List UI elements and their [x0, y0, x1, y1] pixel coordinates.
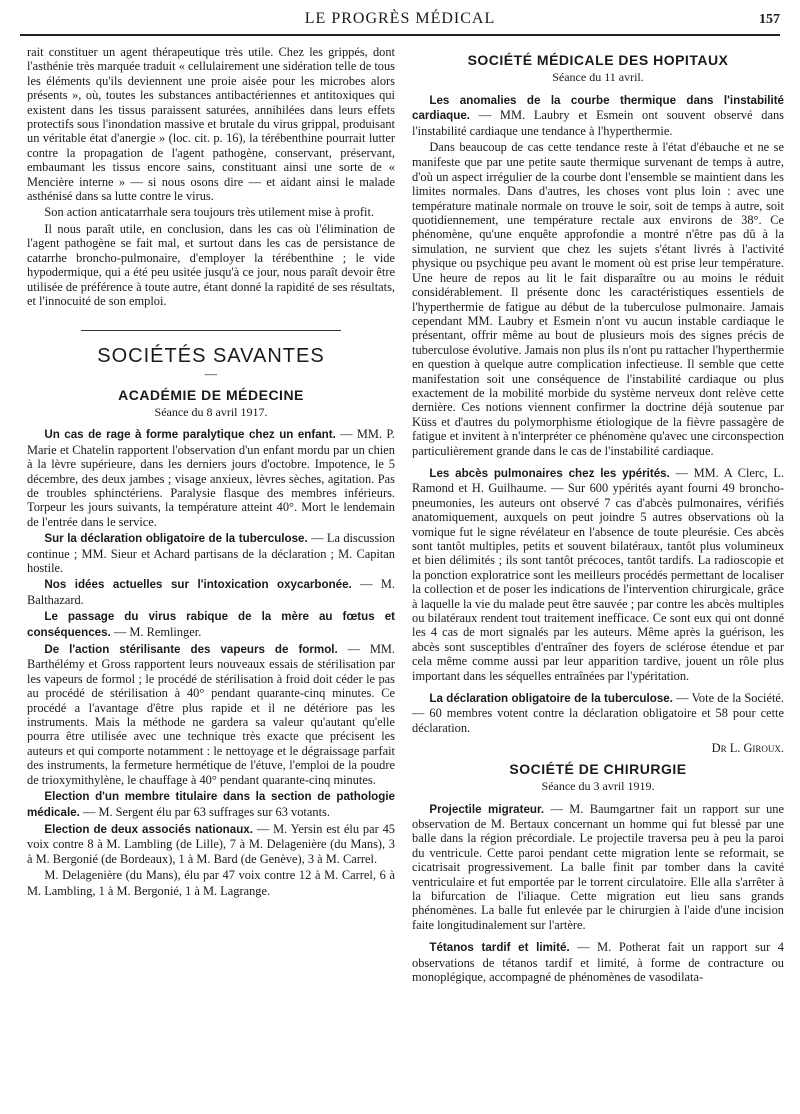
item-heading: Tétanos tardif et limité.: [429, 941, 570, 955]
item-text: — M. Potherat fait un rapport sur 4 observations de tétanos tardif et limité, à forme de contracture ou monoplégique, accompagné de phénomènes de vasodilata-: [412, 940, 784, 984]
hopitaux-item-0: [412, 93, 784, 138]
section-divider: [27, 324, 395, 338]
item-text: — MM. A Clerc, L. Ramond et H. Guilhaume. — Sur 600 ypérités ayant fourni 49 broncho-pneumonies, les auteurs ont observé 7 cas d'abcès pulmonaires, vérifiés anatomiquement, auxquels on peut joindre 5 autres observations où la vomique fut le signe révélateur en l'absence de toute pleurésie. Ces abcès sont tantôt multiples, petits et souvent bilatéraux, tantôt plus volumineux et bien délimités ; ils sont tantôt précoces, tantôt tardifs. La radioscopie et la ponction exploratrice sont les meilleurs procédés permettant de localiser la collection et de poser les indications de l'intervention chirurgicale, grâce à laquelle la vie du malade peut être sauvée ; par contre les abcès multiples ou bilatéraux rendent tout traitement inefficace. Ce sont eux qui ont donné les 4 cas de mort signalés par les auteurs. Même après la guérison, les abcès sont susceptibles d'entraîner des foyers de sclérose étendue et par cela même comme aussi par leur apparition tardive, jouent un rôle plus important dans les séquelles entraînées par l'ypéritation.: [412, 465, 784, 683]
intro-paragraph-3: Il nous paraît utile, en conclusion, dans les cas où l'élimination de l'agent pathogène se fait mal, et surtout dans les cas de persistance de catarrhe broncho-pulmonaire, d'employer la térébenthine ; le vide hypodermique, qui a été peu usitée jusqu'à ce jour, nous paraît devoir être utilisée de préférence à toute autre, étant donné la rapidité de ses résultats, et l'innocuité de son emploi.: [27, 221, 395, 308]
section-title: SOCIÉTÉS SAVANTES: [97, 344, 325, 367]
item-text: M. Delagenière (du Mans), élu par 47 voix contre 12 à M. Carrel, 6 à M. Lambling, 1 à M. Bergonié, 1 à M. Lagrange.: [27, 868, 395, 898]
right-column: [412, 45, 784, 986]
item-heading: Projectile migrateur.: [429, 802, 545, 816]
journal-title: LE PROGRÈS MÉDICAL: [304, 10, 496, 27]
item-heading: La déclaration obligatoire de la tuberculose.: [429, 692, 673, 706]
item-heading: Les anomalies de la courbe thermique dans l'instabilité cardiaque.: [412, 93, 784, 123]
item-heading: Un cas de rage à forme paralytique chez un enfant.: [44, 428, 336, 442]
item-text: — M. Remlinger.: [110, 624, 202, 639]
chirurgie-seance: Séance du 3 avril 1919.: [541, 779, 655, 794]
header-rule: [20, 34, 780, 36]
academie-item-0: [27, 427, 395, 529]
item-text: — MM. Barthélémy et Gross rapportent leurs nouveaux essais de stérilisation par les vapeurs de formol ; le procédé de stérilisation à froid doit céder le pas au procédé de stérilisation à 40° pendant quarante-cinq minutes. Ce procédé a l'avantage d'être plus rapide et il ne détériore pas les instruments. Mais la méthode ne gardera sa valeur qu'autant qu'elle pourra être utilisée avec une technique très exacte que précisent les auteurs et qui comporte notamment : le nettoyage et le dégraissage parfait des instruments, la fermeture hermétique de l'étuve, l'emploi de la poudre de trioxymithylène, le chauffage à 40° pendant quarante-cinq minutes.: [27, 642, 396, 787]
hopitaux-item-2: [412, 466, 784, 683]
item-heading: Nos idées actuelles sur l'intoxication oxycarbonée.: [44, 578, 352, 592]
item-heading: Election d'un membre titulaire dans la section de pathologie médicale.: [27, 790, 395, 819]
academie-item-5: [27, 789, 395, 820]
chirurgie-item-1: [412, 940, 784, 984]
item-heading: Election de deux associés nationaux.: [44, 822, 253, 836]
academie-title: ACADÉMIE DE MÉDECINE: [118, 386, 304, 403]
academie-item-7: [27, 868, 395, 898]
hopitaux-item-3: [412, 691, 784, 735]
item-text: — M. Baumgartner fait un rapport sur une observation de M. Bertaux concernant un homme qui fut blessé par une balle dans la région précordiale. Le projectile traversa peu à peu la paroi du ventricule. Cette paroi pendant cette migration lente se reformait, se cicatrisait progressivement. La balle finit par tomber dans la cavité ventriculaire et fut emportée par le torrent circulatoire. Elle alla s'arrêter à la bifurcation de l'iliaque. Cette migration eut lieu sans grands phénomènes. La balle fut enlevée par le chirurgien à l'aide d'une incision faite longitudinalement sur l'artère.: [412, 801, 784, 932]
hopitaux-seance: Séance du 11 avril.: [552, 70, 644, 85]
left-column: [27, 45, 395, 900]
academie-item-1: [27, 531, 395, 575]
item-heading: De l'action stérilisante des vapeurs de formol.: [44, 643, 338, 657]
item-text: — M. Yersin est élu par 45 voix contre 8 à M. Lambling (de Lille), 7 à M. Delagenière (du Mans), 3 à M. Bergonié (de Bordeaux), 1 à M. Bard (de Genève), 3 à M. Carrel.: [27, 821, 395, 866]
academie-seance: Séance du 8 avril 1917.: [154, 404, 268, 419]
page-header: [20, 10, 780, 34]
academie-item-6: [27, 822, 395, 866]
item-heading: Le passage du virus rabique de la mère au fœtus et conséquences.: [27, 610, 395, 639]
hopitaux-title: SOCIÉTÉ MÉDICALE DES HOPITAUX: [467, 52, 729, 68]
chirurgie-item-0: [412, 802, 784, 933]
item-text: — M. Balthazard.: [27, 577, 396, 607]
item-text: — La discussion continue ; MM. Sieur et Achard partisans de la déclaration ; M. Capitan hostile.: [27, 531, 395, 575]
item-text: — MM. P. Marie et Chatelin rapportent l'observation d'un enfant mordu par un chien à la lèvre supérieure, dans les derniers jours d'octobre. Impotence, le 5 décembre, des deux jambes ; visage anxieux, lèvres sèches, agitation. Pas de troubles sphinctériens. Paralysie flasque des membres inférieurs. Torpeur les jours suivants, la température atteint 40°. Mort le lendemain de l'entrée dans le service.: [27, 427, 395, 529]
item-text: — M. Sergent élu par 63 suffrages sur 63 votants.: [79, 804, 330, 819]
item-text: — Vote de la Société. — 60 membres votent contre la déclaration obligatoire et 58 pour cette déclaration.: [412, 691, 784, 735]
academie-item-2: [27, 577, 395, 607]
academie-item-3: [27, 609, 395, 640]
item-text: Dans beaucoup de cas cette tendance reste à l'état d'ébauche et ne se manifeste que par une petite saute thermique survenant de temps à autre, d'où un aspect irrégulier de la courbe dont l'ensemble se maintient dans les limites normales. Dans d'autres, les choses vont plus loin : avec une température matinale normale on trouve le soir, soit de temps à autre, soit quotidiennement, une température rectale aux environs de 38°. Ce phénomène, qu'une enquête approfondie a montré n'être pas dû à la simulation, ne survient que chez les sujets s'étant livrés à l'activité physique ou psychique peu avant le moment où est prise leur température. Une heure de repos au lit le fait disparaître ou au moins le réduit considérablement. Il présente donc les caractéristiques essentiels de l'hyperthermie de fatigue au début de la tuberculose pulmonaire. Jamais cependant MM. Laubry et Esmein n'ont vu aucun instable cardiaque le présentant, offrir même au bout de plusieurs mois des signes précis de tuberculose évolutive. Jamais non plus ils n'ont pu rattacher l'hyperthermie en question à quelque autre complication infectieuse. Il semble que cette manifestation soit une conséquence de l'instabilité cardiaque ou plus exactement de la mobilité morbide du système nerveux dont relève cette dernière. Ces notions viennent confirmer la doctrine déjà soutenue par Küss et d'autres du polymorphisme étiologique de la fièvre passagère de fatigue et invitent à n'interpréter ce phénomène qu'avec une circonspection particulièrement grande dans le cas de l'instabilité cardiaque.: [412, 140, 784, 458]
chirurgie-title: SOCIÉTÉ DE CHIRURGIE: [509, 760, 687, 777]
title-dash: —: [204, 367, 218, 382]
item-heading: Sur la déclaration obligatoire de la tuberculose.: [44, 532, 308, 546]
signature: Dr L. Giroux.: [711, 741, 784, 756]
page-number: 157: [759, 12, 780, 27]
academie-item-4: [27, 642, 395, 787]
intro-paragraph-1: rait constituer un agent thérapeutique très utile. Chez les grippés, dont l'asthénie très marquée traduit « cellulairement une sidération telle de tous les éléments qu'ils deviennent une proie aisée pour les microbes alors présents », où, toutes les substances antibactériennes et antitoxiques qui existent dans les tissus paraissent saturées, annihilées dans leurs effets protectifs sous l'inondation massive et brutale du virus grippal, produisant un véritable état d'anergie » (loc. cit. p. 16), la térébenthine pourrait lutter contre la propagation de l'agent pathogène, conservant, préservant, embaumant les tissus encore sains, constituant ainsi une sorte de « Mencière interne » — si nous osons dire — et aidant ainsi le malade asthénisé dans sa lutte contre le virus.: [27, 45, 395, 204]
intro-paragraph-2: Son action anticatarrhale sera toujours très utilement mise à profit.: [44, 205, 374, 220]
hopitaux-item-1: [412, 140, 784, 458]
item-heading: Les abcès pulmonaires chez les ypérités.: [429, 466, 670, 480]
item-text: — MM. Laubry et Esmein ont souvent observé dans l'instabilité cardiaque une tendance à l'hyperthermie.: [412, 108, 784, 138]
